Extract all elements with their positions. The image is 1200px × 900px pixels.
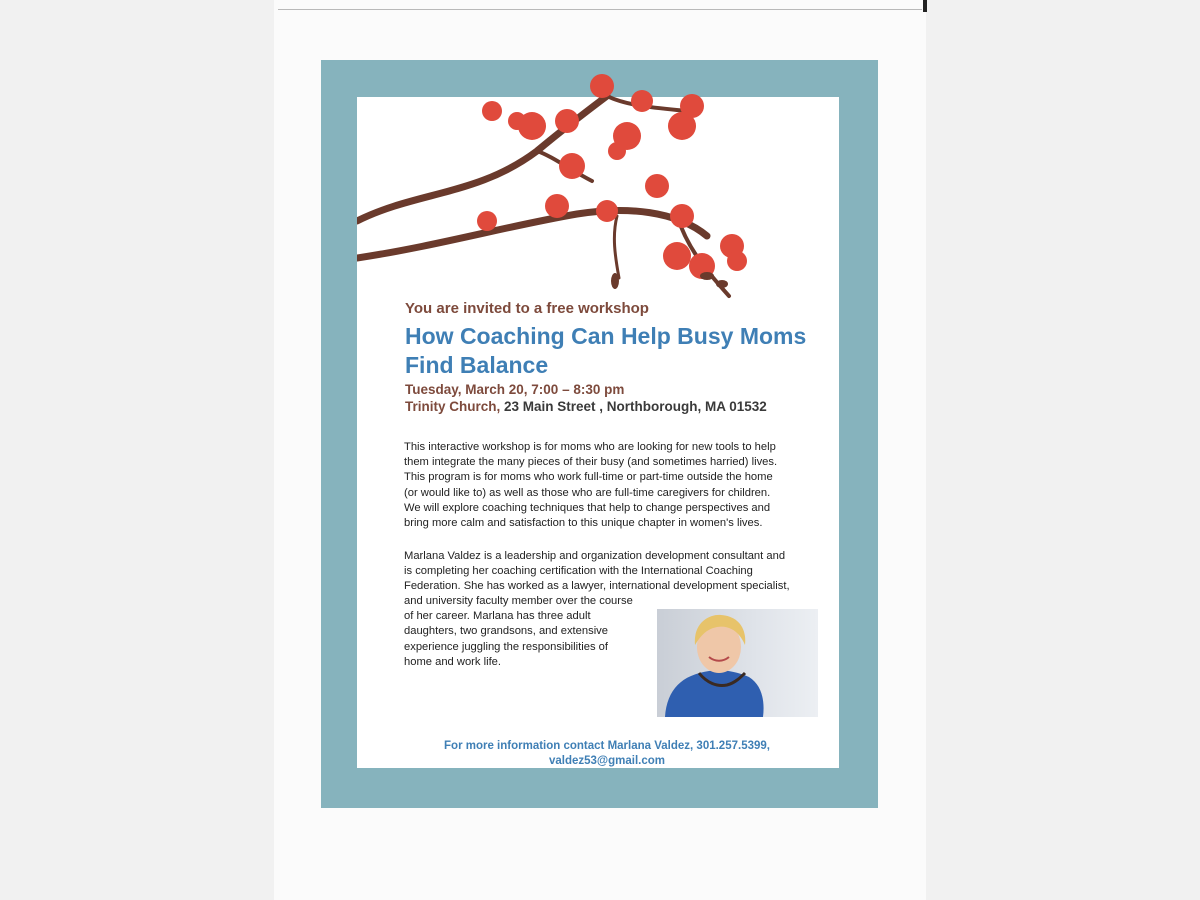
description-line: them integrate the many pieces of their busy (and sometimes harried) lives.: [404, 456, 778, 469]
event-location: [405, 399, 767, 414]
blossom-branch-illustration: [357, 66, 757, 306]
bio-line: is completing her coaching certification with the International Coaching: [404, 565, 753, 578]
contact-phone-line: For more information contact Marlana Valdez, 301.257.5399,: [444, 740, 770, 752]
invitation-line: You are invited to a free workshop: [405, 300, 649, 317]
bio-line: daughters, two grandsons, and extensive: [404, 625, 608, 638]
title-line-2: Find Balance: [405, 352, 549, 378]
bio-line: home and work life.: [404, 655, 502, 668]
bio-line: Federation. She has worked as a lawyer, international development specialist,: [404, 580, 790, 593]
title-line-1: How Coaching Can Help Busy Moms: [405, 323, 807, 349]
workshop-title: [405, 322, 825, 380]
description-line: This program is for moms who work full-time or part-time outside the home: [404, 471, 773, 484]
workshop-description: [404, 440, 816, 531]
bio-line: of her career. Marlana has three adult: [404, 610, 591, 623]
location-address: 23 Main Street , Northborough, MA 01532: [500, 399, 767, 414]
description-line: (or would like to) as well as those who are full-time caregivers for children.: [404, 486, 771, 499]
bio-line: Marlana Valdez is a leadership and organization development consultant and: [404, 550, 786, 562]
description-line: bring more calm and satisfaction to this unique chapter in women's lives.: [404, 517, 763, 530]
bio-line: and university faculty member over the course: [404, 595, 633, 607]
description-line: This interactive workshop is for moms who are looking for new tools to help: [404, 441, 776, 453]
presenter-photo: [657, 609, 818, 717]
presenter-bio: [404, 549, 816, 595]
bio-line: experience juggling the responsibilities of: [404, 640, 608, 653]
contact-info: [405, 739, 809, 769]
location-name: Trinity Church,: [405, 399, 501, 414]
scan-corner-mark: [923, 0, 927, 12]
presenter-bio-continued: [404, 594, 654, 670]
description-line: We will explore coaching techniques that help to change perspectives and: [404, 501, 771, 514]
scan-edge-line: [278, 9, 922, 10]
event-date: Tuesday, March 20, 7:00 – 8:30 pm: [405, 382, 625, 397]
contact-email: valdez53@gmail.com: [548, 755, 666, 767]
